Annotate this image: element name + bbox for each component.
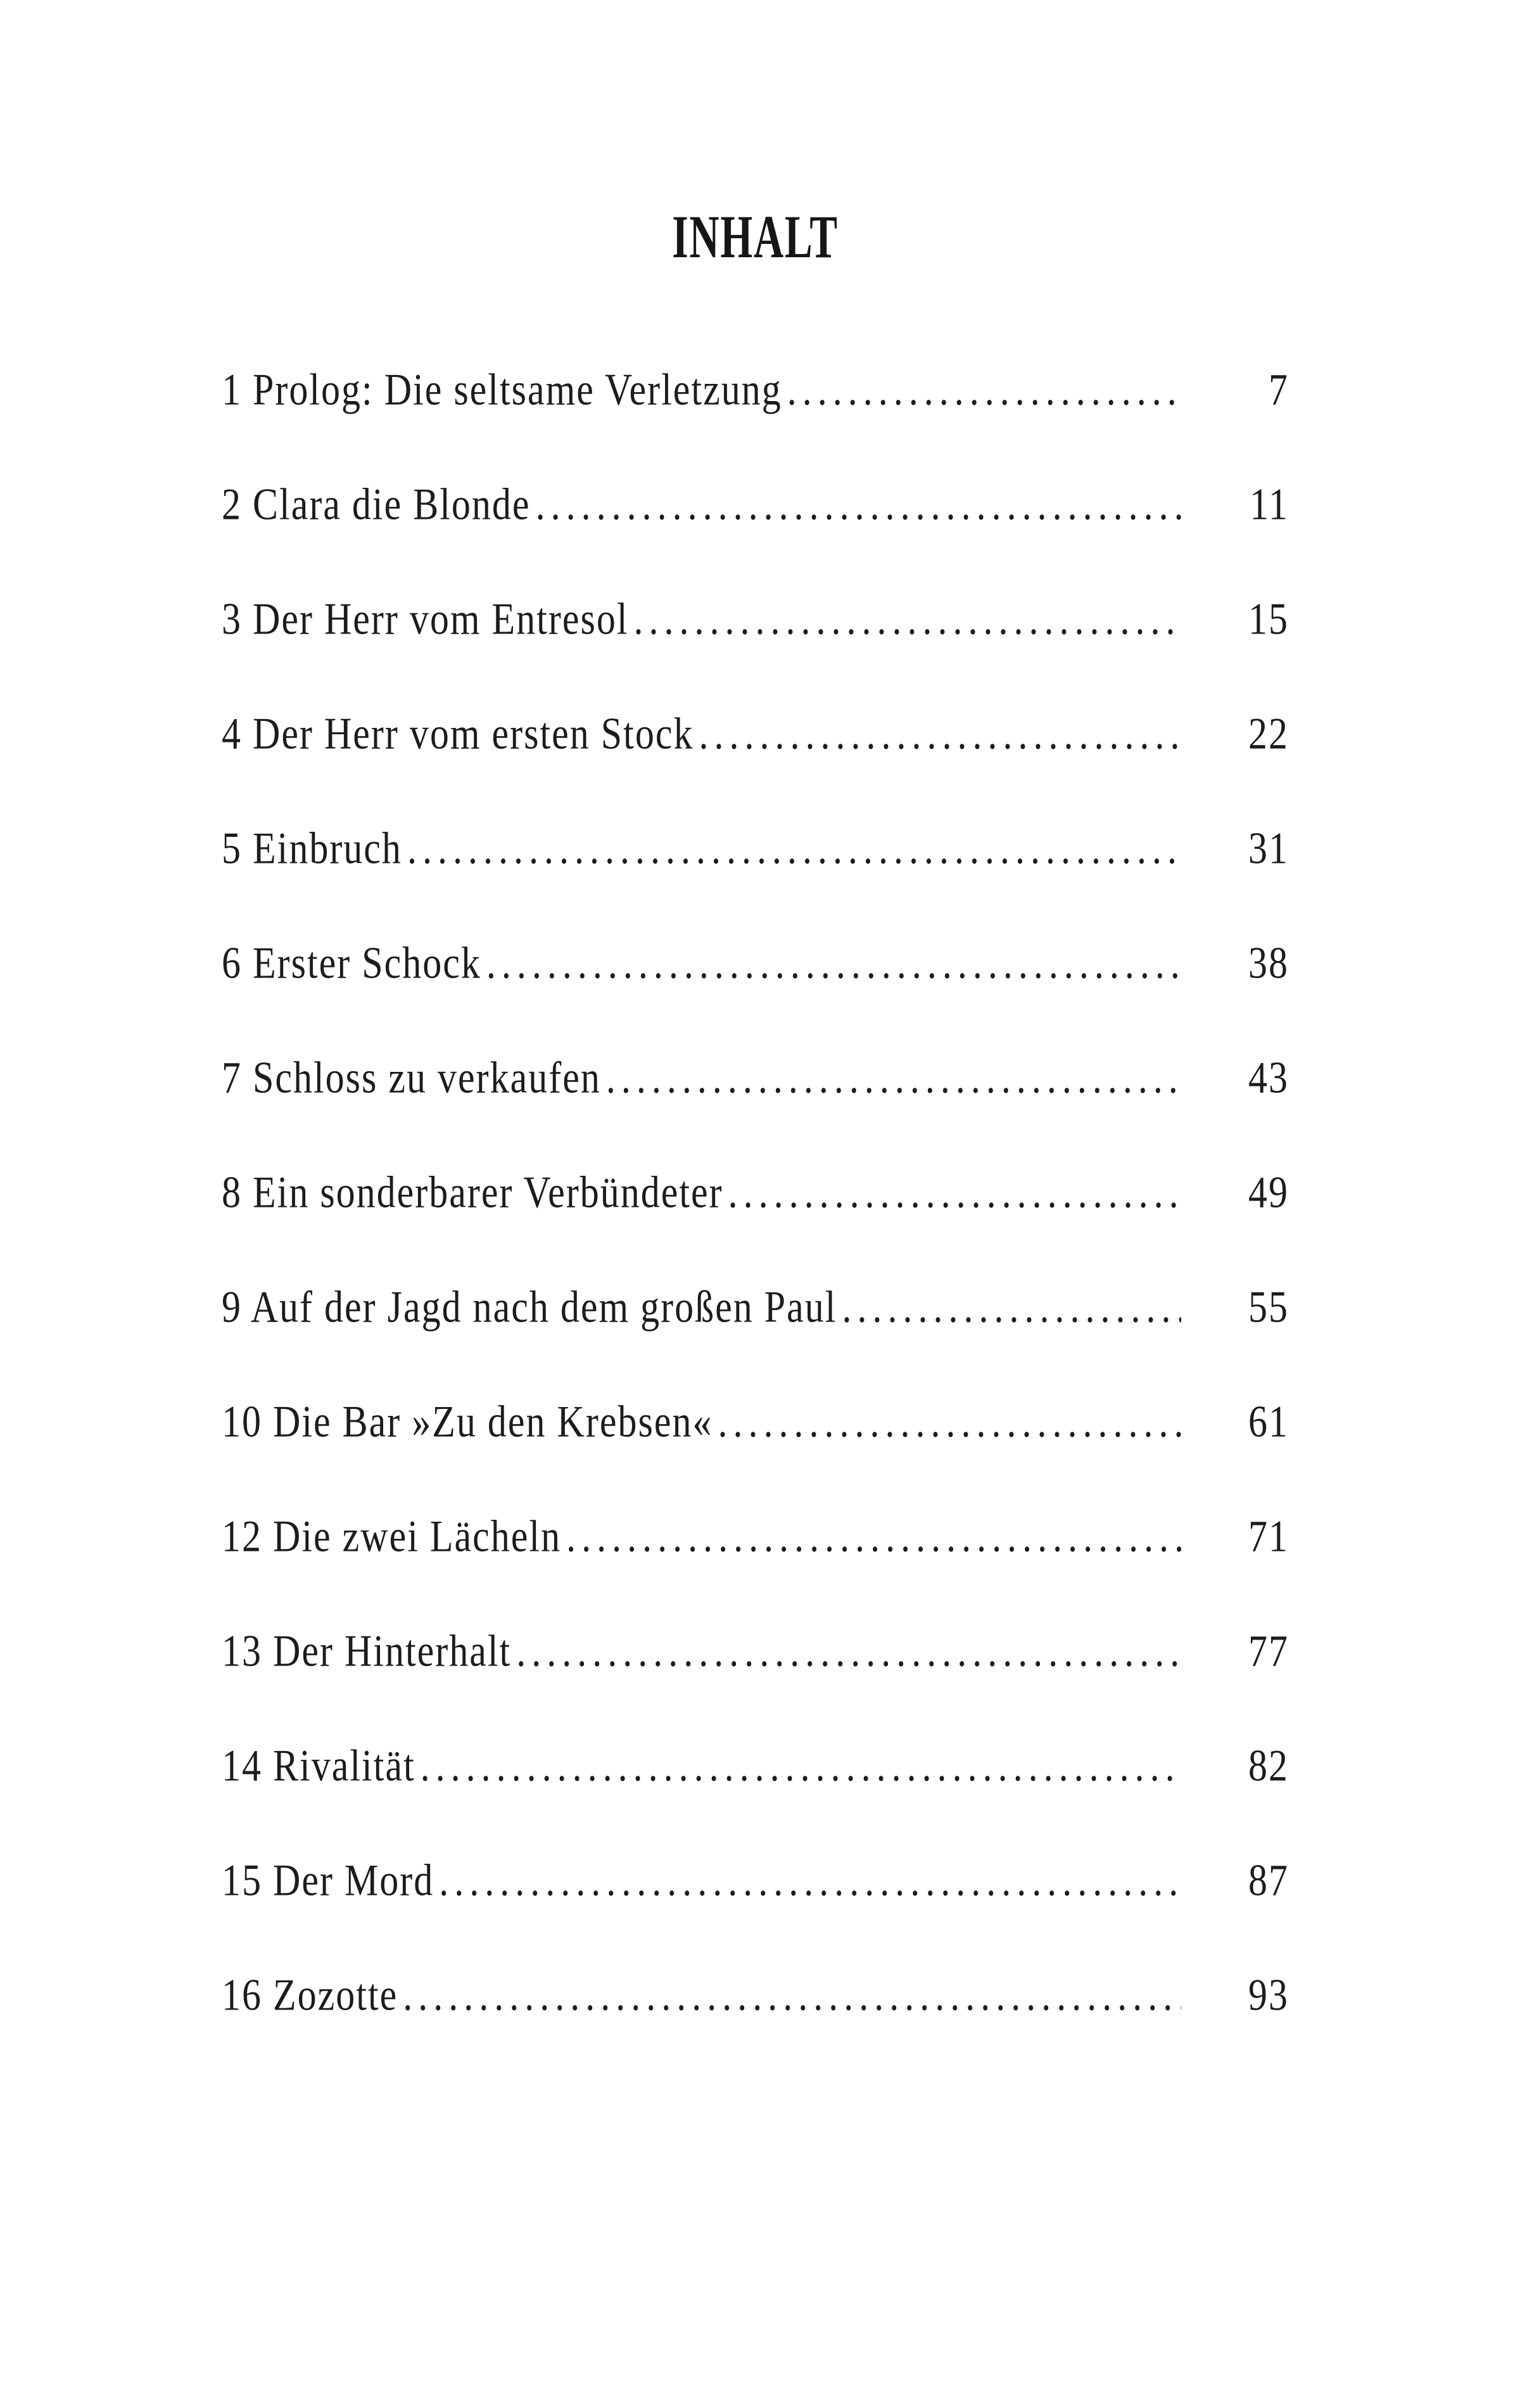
toc-entry-page: 11 <box>1250 480 1289 529</box>
toc-entry <box>222 826 1289 871</box>
toc-entry-page: 43 <box>1248 1053 1289 1102</box>
toc-entry-label: 10 Die Bar »Zu den Krebsen« <box>222 1397 713 1446</box>
toc-entry-label: 4 Der Herr vom ersten Stock <box>222 709 694 758</box>
toc-leader-dots <box>421 1743 1181 1788</box>
toc-entry-page: 31 <box>1248 824 1289 873</box>
toc-entry <box>222 711 1289 756</box>
toc-entry <box>222 1055 1289 1100</box>
toc-leader-dots <box>699 711 1181 756</box>
toc-entry <box>222 1170 1289 1215</box>
toc-entry-label: 15 Der Mord <box>222 1856 434 1905</box>
toc-entry-page: 7 <box>1269 365 1289 414</box>
toc-entry-label: 3 Der Herr vom Entresol <box>222 594 629 644</box>
toc-entry-page: 38 <box>1248 938 1289 988</box>
toc-list <box>222 365 1289 2020</box>
toc-entry-label: 7 Schloss zu verkaufen <box>222 1053 601 1102</box>
toc-entry-label: 9 Auf der Jagd nach dem großen Paul <box>222 1282 837 1332</box>
toc-leader-dots <box>842 1285 1181 1330</box>
toc-entry-page: 77 <box>1248 1626 1289 1676</box>
toc-entry-label: 2 Clara die Blonde <box>222 480 531 529</box>
toc-entry-page: 49 <box>1248 1168 1289 1217</box>
toc-leader-dots <box>516 1629 1181 1674</box>
toc-leader-dots <box>536 482 1181 527</box>
toc-entry-label: 8 Ein sonderbarer Verbündeter <box>222 1168 723 1217</box>
toc-entry-page: 71 <box>1248 1512 1289 1561</box>
toc-entry <box>222 594 1289 644</box>
toc-leader-dots <box>407 826 1181 871</box>
toc-leader-dots <box>718 1399 1181 1444</box>
toc-entry <box>222 938 1289 988</box>
toc-leader-dots <box>403 1973 1181 2018</box>
toc-entry-label: 6 Erster Schock <box>222 938 481 988</box>
toc-entry <box>222 1743 1289 1788</box>
toc-entry <box>222 1514 1289 1559</box>
toc-leader-dots <box>486 941 1181 986</box>
toc-entry-page: 55 <box>1248 1282 1289 1332</box>
toc-entry <box>222 1858 1289 1903</box>
toc-entry <box>222 1399 1289 1444</box>
toc-entry <box>222 1626 1289 1676</box>
toc-leader-dots <box>787 367 1181 412</box>
toc-entry-label: 5 Einbruch <box>222 824 402 873</box>
toc-entry <box>222 482 1289 527</box>
toc-entry-label: 12 Die zwei Lächeln <box>222 1512 562 1561</box>
toc-entry-page: 15 <box>1248 594 1289 644</box>
toc-entry-label: 13 Der Hinterhalt <box>222 1626 512 1676</box>
toc-leader-dots <box>728 1170 1181 1215</box>
toc-leader-dots <box>606 1055 1181 1100</box>
toc-entry-page: 93 <box>1248 1970 1289 2020</box>
toc-leader-dots <box>633 597 1181 642</box>
toc-entry-label: 16 Zozotte <box>222 1970 398 2020</box>
toc-entry-page: 87 <box>1248 1856 1289 1905</box>
page-title: INHALT <box>672 202 839 271</box>
toc-entry <box>222 1970 1289 2020</box>
toc-entry-label: 1 Prolog: Die seltsame Verletzung <box>222 365 782 414</box>
toc-leader-dots <box>439 1858 1181 1903</box>
toc-entry-label: 14 Rivalität <box>222 1741 415 1790</box>
toc-entry-page: 22 <box>1248 709 1289 758</box>
toc-entry <box>222 1282 1289 1332</box>
toc-entry-page: 82 <box>1248 1741 1289 1790</box>
toc-entry <box>222 367 1289 412</box>
toc-leader-dots <box>566 1514 1181 1559</box>
toc-entry-page: 61 <box>1248 1397 1289 1446</box>
